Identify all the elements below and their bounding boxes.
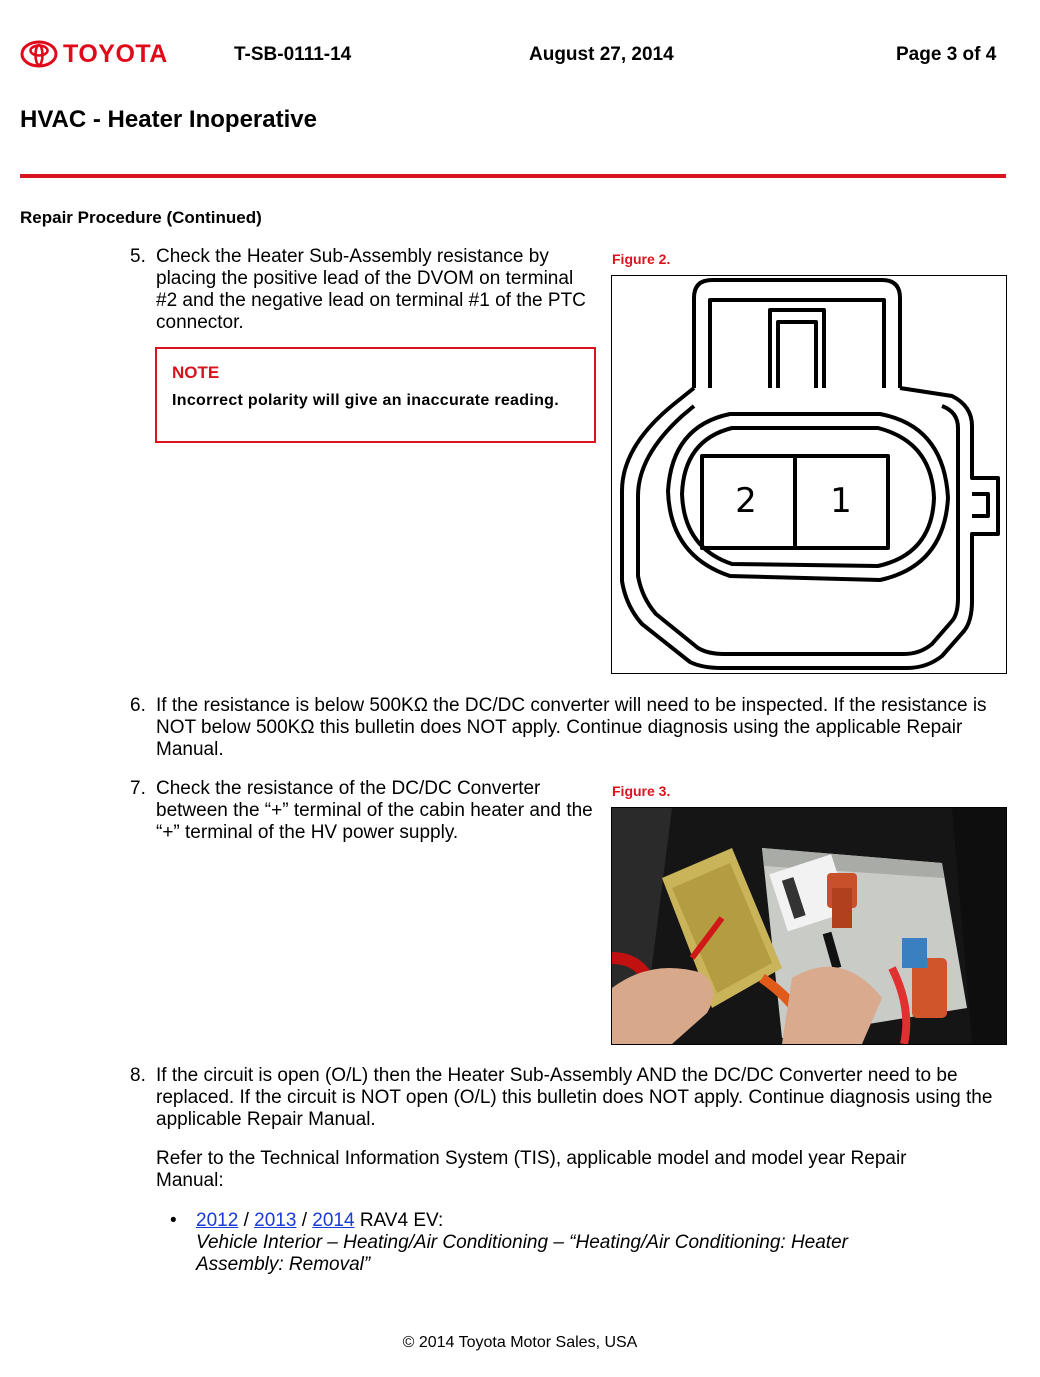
- header-divider: [20, 174, 1006, 178]
- ptc-connector-drawing: [612, 276, 1006, 673]
- bullet-marker: •: [170, 1210, 177, 1231]
- step-8: [130, 1065, 1012, 1131]
- figure-2-connector-diagram: [611, 275, 1007, 674]
- terminal-2-label: 2: [735, 481, 757, 521]
- toyota-emblem-icon: [20, 40, 58, 68]
- refer-paragraph: Refer to the Technical Information System (TIS), applicable model and model year Repair Manual:: [156, 1148, 907, 1191]
- year-separator: /: [301, 1210, 307, 1231]
- repair-manual-path: Vehicle Interior – Heating/Air Conditioning – “Heating/Air Conditioning: Heater Assembly: Removal”: [196, 1232, 848, 1275]
- year-separator: /: [243, 1210, 249, 1231]
- bulletin-id: T-SB-0111-14: [234, 44, 352, 65]
- figure-3-photo: [611, 807, 1007, 1045]
- step-text: If the resistance is below 500KΩ the DC/DC converter will need to be inspected. If the resistance is NOT below 500KΩ this bulletin does NOT apply. Continue diagnosis using the applicable Repair Manual.: [156, 695, 987, 760]
- note-label: NOTE: [172, 363, 220, 382]
- model-name: RAV4 EV:: [359, 1210, 444, 1231]
- page-number: Page 3 of 4: [896, 44, 997, 65]
- step-text: Check the Heater Sub-Assembly resistance by placing the positive lead of the DVOM on terminal #2 and the negative lead on terminal #1 of the PTC connector.: [156, 246, 586, 333]
- terminal-1-label: 1: [830, 481, 852, 521]
- note-text: Incorrect polarity will give an inaccurate reading.: [172, 392, 559, 409]
- page-title: HVAC - Heater Inoperative: [20, 106, 317, 133]
- step-number: 5.: [130, 246, 146, 267]
- step-number: 7.: [130, 778, 146, 799]
- dc-dc-converter-photo: [612, 808, 1006, 1044]
- step-number: 8.: [130, 1065, 146, 1086]
- reference-item: [196, 1210, 936, 1276]
- link-2014[interactable]: 2014: [312, 1210, 355, 1231]
- section-heading: Repair Procedure (Continued): [20, 208, 262, 227]
- step-6: [130, 695, 1012, 761]
- bulletin-date: August 27, 2014: [529, 44, 674, 65]
- figure-2-caption: Figure 2.: [612, 251, 671, 267]
- link-2013[interactable]: 2013: [254, 1210, 297, 1231]
- toyota-logo: [20, 38, 170, 70]
- step-number: 6.: [130, 695, 146, 716]
- note-box: [155, 347, 596, 443]
- copyright-footer: © 2014 Toyota Motor Sales, USA: [402, 1334, 638, 1351]
- step-text: If the circuit is open (O/L) then the Heater Sub-Assembly AND the DC/DC Converter need to be replaced. If the circuit is NOT open (O/L) this bulletin does NOT apply. Continue diagnosis using the applicable Repair Manual.: [156, 1065, 993, 1130]
- step-text: Check the resistance of the DC/DC Converter between the “+” terminal of the cabin heater and the “+” terminal of the HV power supply.: [156, 778, 593, 843]
- link-2012[interactable]: 2012: [196, 1210, 239, 1231]
- brand-wordmark: TOYOTA: [63, 39, 168, 68]
- step-7: [130, 778, 594, 844]
- step-5: [130, 246, 596, 334]
- figure-3-caption: Figure 3.: [612, 783, 671, 799]
